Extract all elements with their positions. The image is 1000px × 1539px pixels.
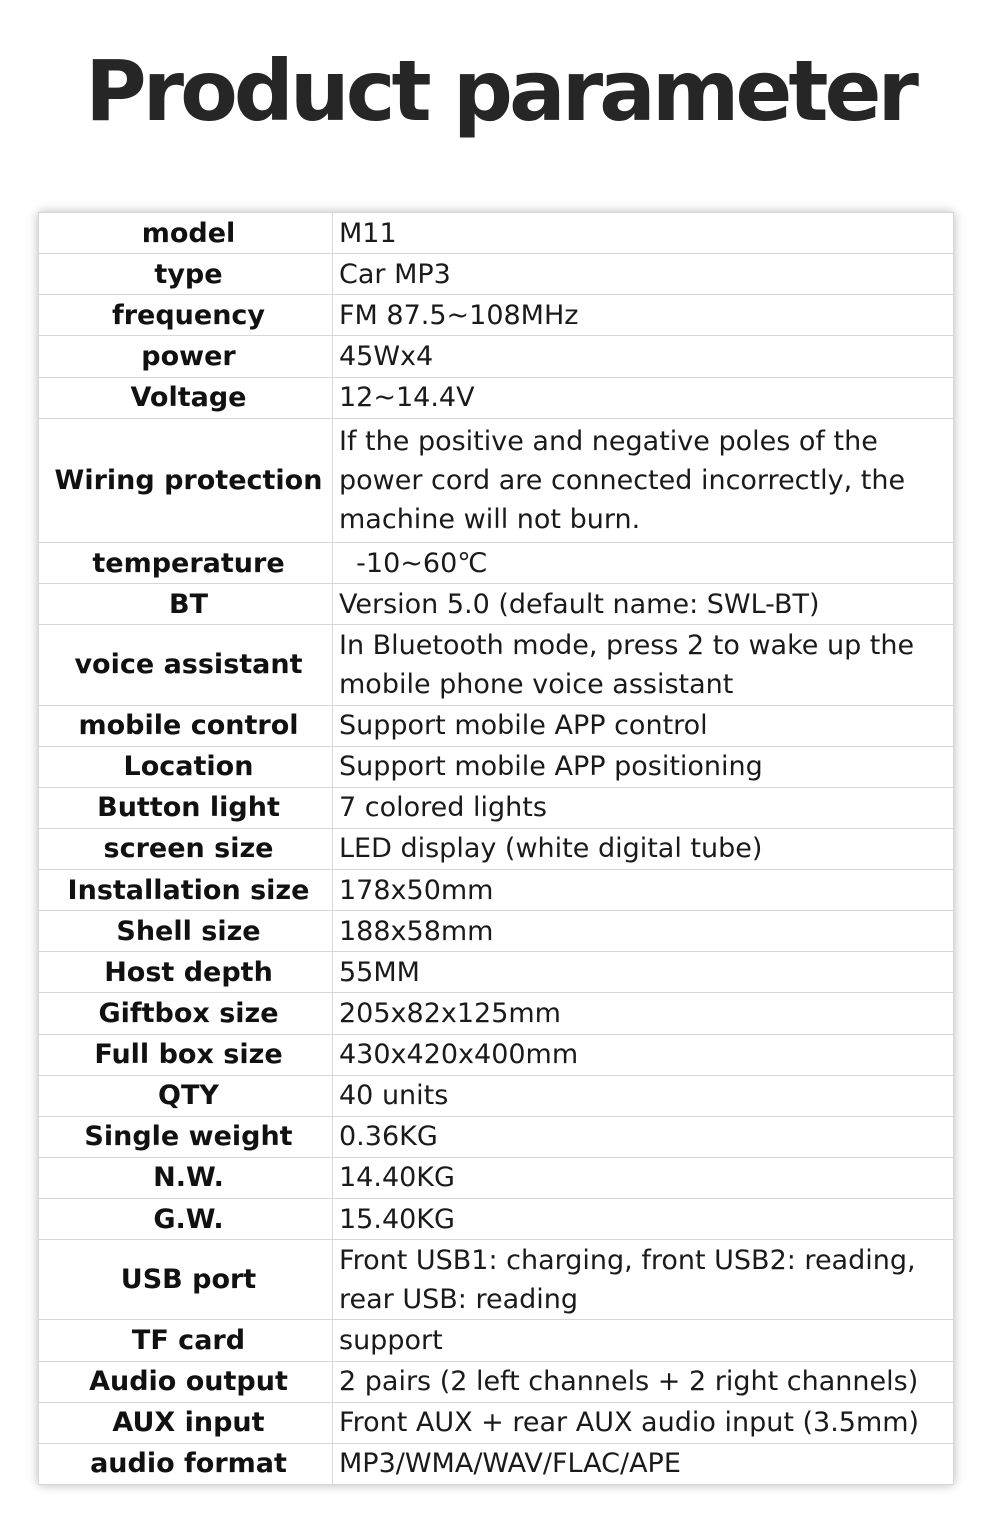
spec-label: type — [39, 254, 333, 295]
table-row — [39, 952, 954, 993]
spec-label: screen size — [39, 828, 333, 869]
table-row — [39, 584, 954, 625]
spec-value: 7 colored lights — [333, 787, 954, 828]
spec-value: M11 — [333, 213, 954, 254]
table-row — [39, 746, 954, 787]
spec-value: 188x58mm — [333, 911, 954, 952]
table-row — [39, 705, 954, 746]
table-row — [39, 213, 954, 254]
spec-label: audio format — [39, 1443, 333, 1484]
table-row — [39, 828, 954, 869]
spec-value: 12~14.4V — [333, 377, 954, 418]
spec-label: QTY — [39, 1075, 333, 1116]
spec-label: AUX input — [39, 1402, 333, 1443]
table-row — [39, 911, 954, 952]
spec-value: 2 pairs (2 left channels + 2 right channels) — [333, 1361, 954, 1402]
spec-label: Giftbox size — [39, 993, 333, 1034]
table-row — [39, 1116, 954, 1157]
spec-value: 15.40KG — [333, 1199, 954, 1240]
spec-label: power — [39, 336, 333, 377]
table-row — [39, 1361, 954, 1402]
spec-value: Support mobile APP control — [333, 705, 954, 746]
table-row — [39, 1443, 954, 1484]
page-title: Product parameter — [85, 42, 915, 140]
spec-value: In Bluetooth mode, press 2 to wake up the mobile phone voice assistant — [333, 625, 954, 705]
table-row — [39, 1199, 954, 1240]
table-row — [39, 1157, 954, 1198]
spec-value: If the positive and negative poles of the power cord are connected incorrectly, the machine will not burn. — [333, 418, 954, 542]
spec-value: 14.40KG — [333, 1157, 954, 1198]
spec-label: Shell size — [39, 911, 333, 952]
spec-value: Front USB1: charging, front USB2: reading, rear USB: reading — [333, 1240, 954, 1320]
spec-value: -10~60℃ — [333, 543, 954, 584]
table-row — [39, 254, 954, 295]
spec-label: Host depth — [39, 952, 333, 993]
table-row — [39, 625, 954, 705]
table-row — [39, 418, 954, 542]
table-row — [39, 1240, 954, 1320]
spec-label: N.W. — [39, 1157, 333, 1198]
spec-value: MP3/WMA/WAV/FLAC/APE — [333, 1443, 954, 1484]
table-row — [39, 993, 954, 1034]
spec-label: Location — [39, 746, 333, 787]
table-row — [39, 1034, 954, 1075]
spec-label: TF card — [39, 1320, 333, 1361]
spec-table — [38, 212, 954, 1485]
spec-value: Version 5.0 (default name: SWL-BT) — [333, 584, 954, 625]
spec-value: 40 units — [333, 1075, 954, 1116]
spec-label: Voltage — [39, 377, 333, 418]
spec-label: Wiring protection — [39, 418, 333, 542]
spec-value: 45Wx4 — [333, 336, 954, 377]
spec-label: frequency — [39, 295, 333, 336]
spec-value: 430x420x400mm — [333, 1034, 954, 1075]
table-row — [39, 336, 954, 377]
spec-label: BT — [39, 584, 333, 625]
spec-value: LED display (white digital tube) — [333, 828, 954, 869]
spec-label: Installation size — [39, 870, 333, 911]
spec-value: FM 87.5~108MHz — [333, 295, 954, 336]
spec-table-container — [38, 212, 954, 1485]
table-row — [39, 377, 954, 418]
spec-value: 178x50mm — [333, 870, 954, 911]
spec-label: Full box size — [39, 1034, 333, 1075]
table-row — [39, 1320, 954, 1361]
spec-label: model — [39, 213, 333, 254]
spec-value: Front AUX + rear AUX audio input (3.5mm) — [333, 1402, 954, 1443]
table-row — [39, 1075, 954, 1116]
table-row — [39, 787, 954, 828]
spec-value: 55MM — [333, 952, 954, 993]
table-row — [39, 870, 954, 911]
table-row — [39, 295, 954, 336]
spec-label: mobile control — [39, 705, 333, 746]
spec-value: Car MP3 — [333, 254, 954, 295]
spec-value: support — [333, 1320, 954, 1361]
spec-label: temperature — [39, 543, 333, 584]
table-row — [39, 543, 954, 584]
spec-value: 0.36KG — [333, 1116, 954, 1157]
table-row — [39, 1402, 954, 1443]
spec-value: Support mobile APP positioning — [333, 746, 954, 787]
spec-value: 205x82x125mm — [333, 993, 954, 1034]
spec-label: Button light — [39, 787, 333, 828]
spec-label: USB port — [39, 1240, 333, 1320]
spec-label: G.W. — [39, 1199, 333, 1240]
spec-label: Single weight — [39, 1116, 333, 1157]
spec-label: Audio output — [39, 1361, 333, 1402]
spec-label: voice assistant — [39, 625, 333, 705]
